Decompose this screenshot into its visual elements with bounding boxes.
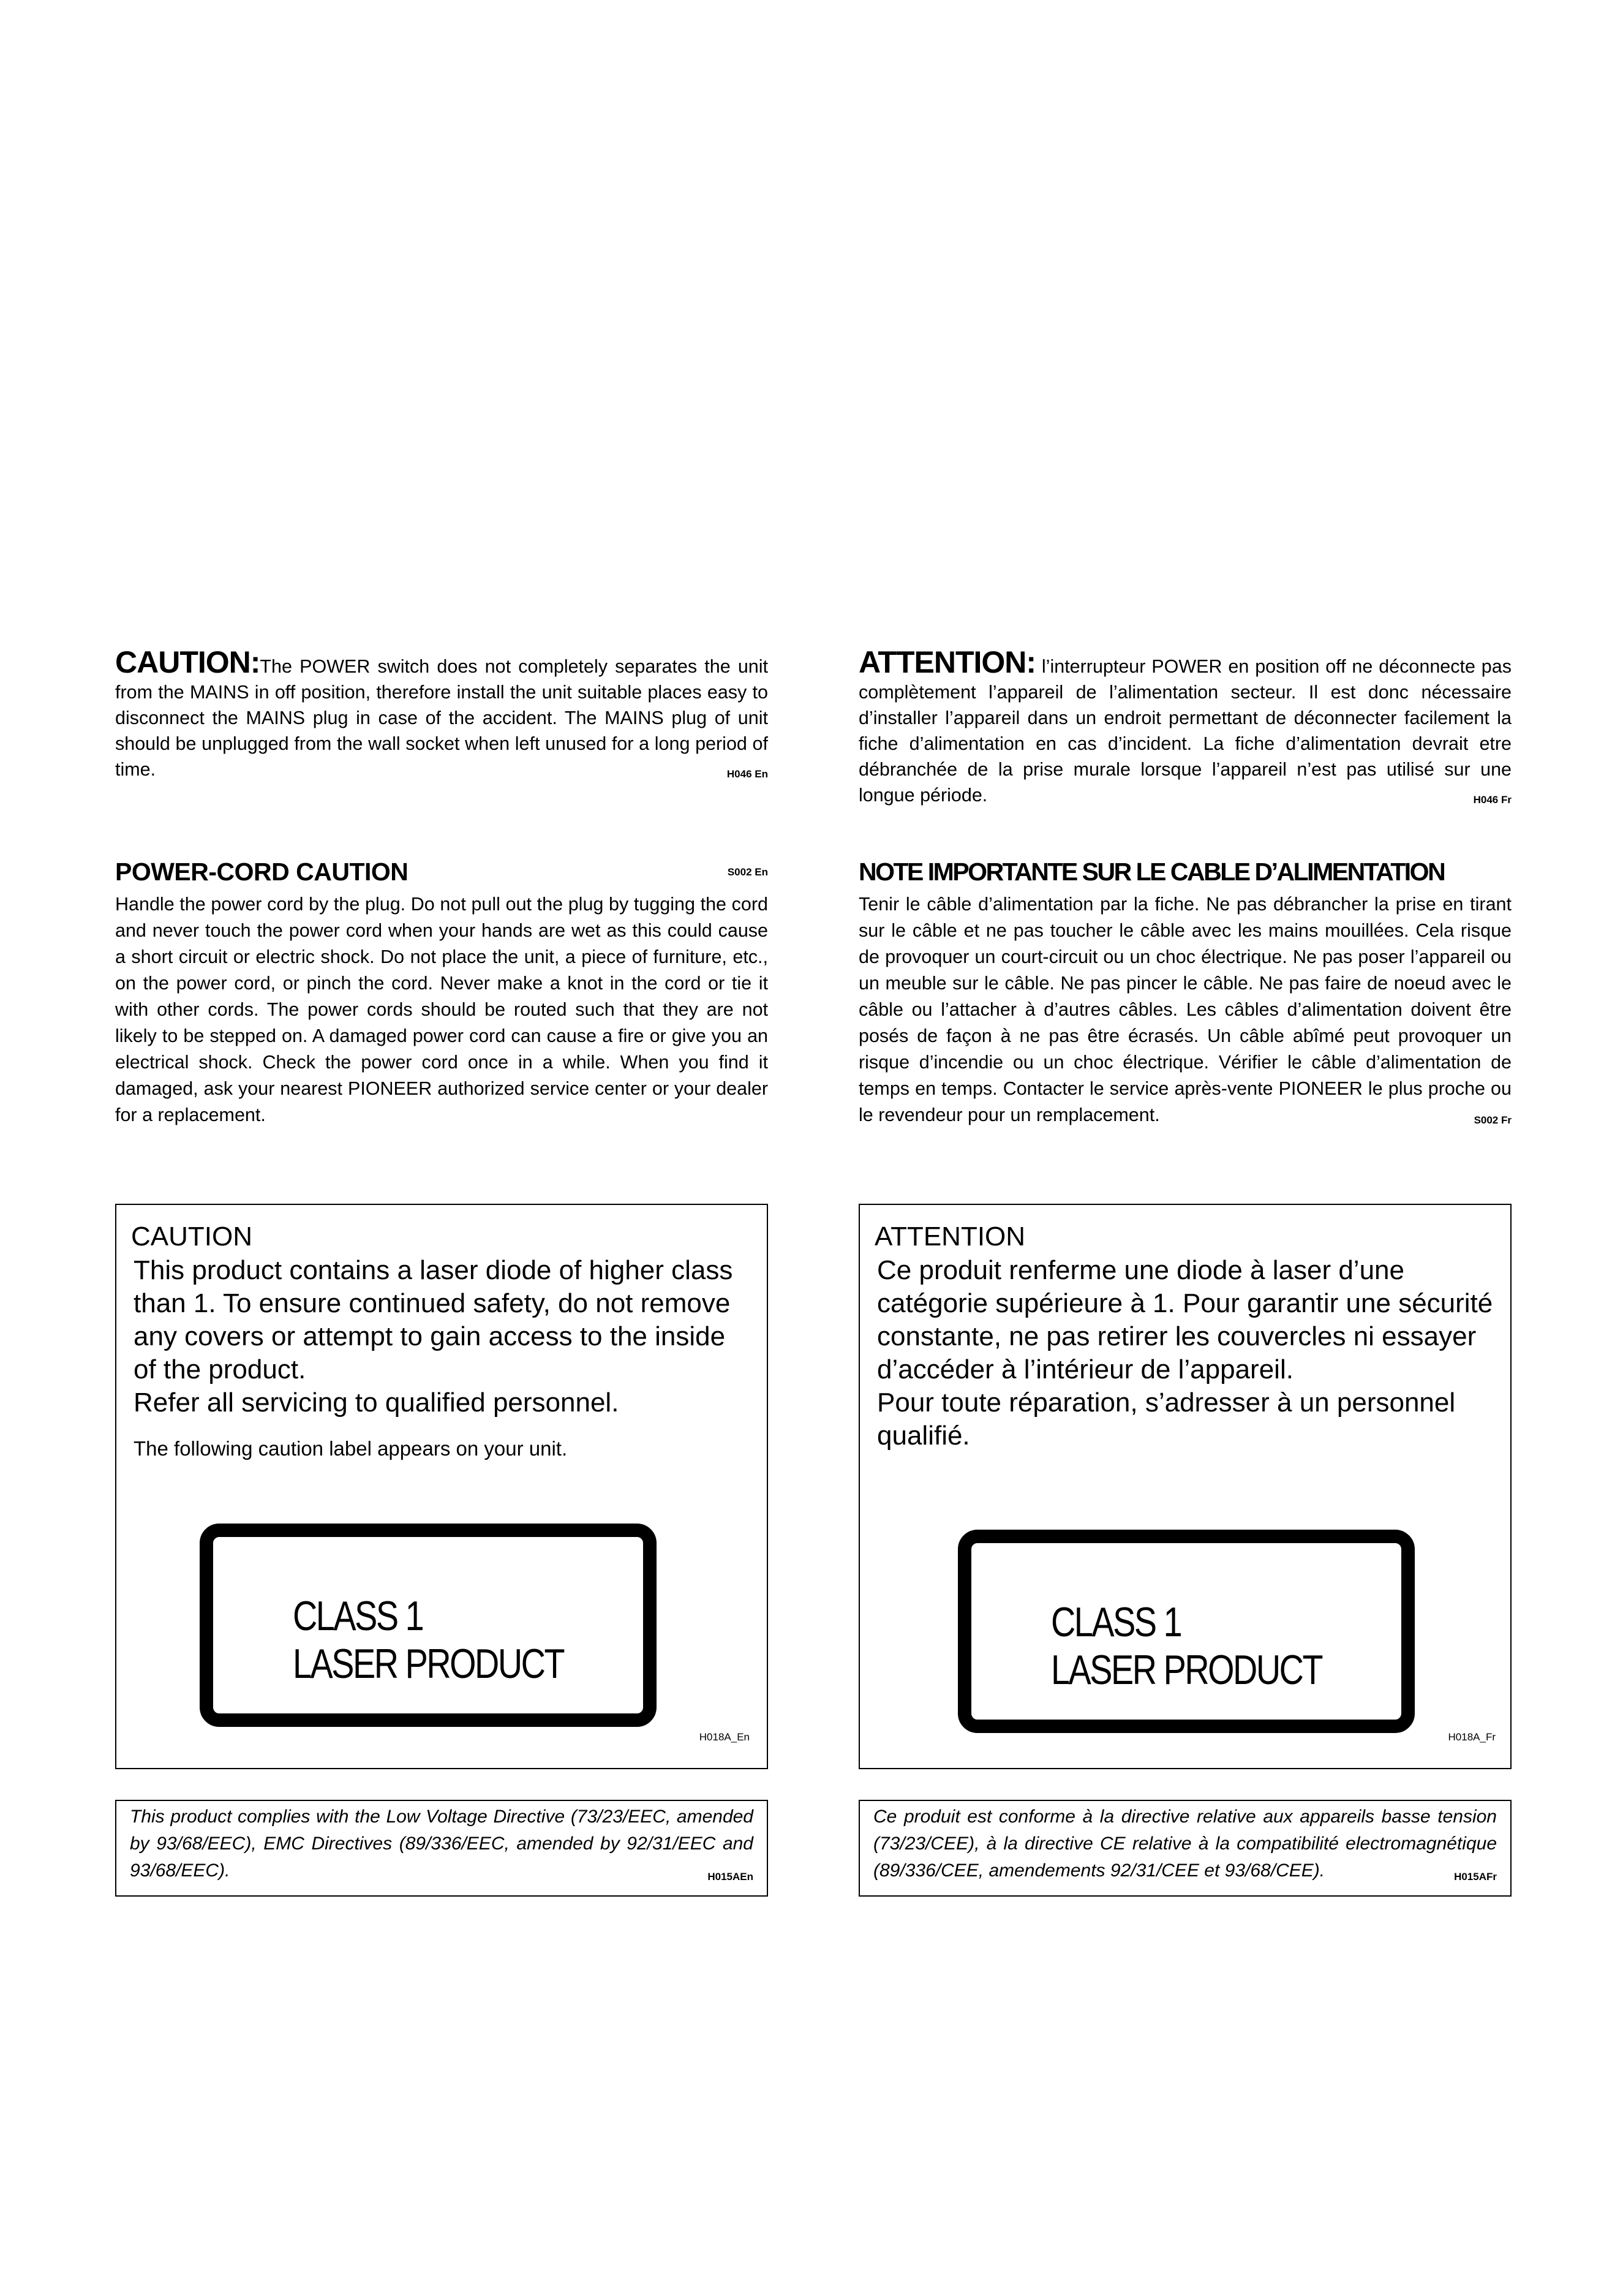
directive-code: H015AFr <box>1454 1871 1497 1882</box>
caution-lead: CAUTION: <box>115 645 260 679</box>
cable-heading-row <box>859 858 1512 894</box>
laser-box-body: This product contains a laser diode of higher class than 1. To ensure continued safety, do not remove any covers or attempt to gain access to the inside of the product. Refer all servicing to qualified personnel. <box>134 1255 733 1418</box>
cable-text-body: Tenir le câble d’alimentation par la fiche. Ne pas débrancher la prise en tirant sur le câble et ne pas toucher le câble avec les mains mouillées. Cela risque de provoquer un court-circuit ou un choc électrique. Ne pas poser l’appareil ou un meuble sur le câble. Ne pas pincer le câble. Ne pas faire de noeud avec le câble ou l’attacher à d’autres câbles. Les câbles d’alimentation doivent être posés de façon à ne pas être écrasés. Un câble abîmé peut provoquer un risque d’incendie ou un choc électrique. Vérifier le câble d’alimentation de temps en temps. Contacter le service après-vente PIONEER le plus proche ou le revendeur pour un remplacement. <box>859 894 1512 1125</box>
directive-box <box>859 1800 1512 1897</box>
directive-code: H015AEn <box>707 1871 753 1882</box>
laser-attention-box <box>859 1204 1512 1769</box>
attention-text: l’interrupteur POWER en position off ne déconnecte pas complètement l’appareil de l’alimentation secteur. Il est donc nécessaire d’installer l’appareil dans un endroit permettant de déconnecter facilement la fiche d’alimentation en cas d’incident. La fiche d’alimentation devrait etre débranchée de la prise murale lorsque l’appareil n’est pas utilisé sur une longue période. <box>859 656 1512 806</box>
directive-box <box>115 1800 768 1897</box>
attention-code: H046 Fr <box>1473 794 1512 806</box>
laser-caution-box <box>115 1204 768 1769</box>
laser-box-title: CAUTION <box>131 1222 252 1252</box>
class1-laser-label <box>200 1524 657 1727</box>
class1-laser-label <box>958 1530 1415 1733</box>
laser-box-note: The following caution label appears on your unit. <box>134 1437 568 1460</box>
laser-label-text: CLASS 1 LASER PRODUCT <box>293 1593 564 1687</box>
laser-label-code: H018A_Fr <box>1448 1731 1496 1743</box>
power-cord-heading-row <box>115 858 768 894</box>
power-switch-attention <box>859 645 1512 813</box>
cable-heading: NOTE IMPORTANTE SUR LE CABLE D’ALIMENTATION <box>859 858 1445 886</box>
caution-code: H046 En <box>726 768 768 780</box>
laser-label-text: CLASS 1 LASER PRODUCT <box>1051 1599 1322 1693</box>
laser-box-title: ATTENTION <box>875 1222 1026 1252</box>
caution-text: The POWER switch does not completely separates the unit from the MAINS in off position, therefore install the unit suitable places easy to disconnect the MAINS plug in case of the accident. The MAINS plug of unit should be unplugged from the wall socket when left unused for a long period of time. <box>115 656 768 780</box>
cable-code: S002 Fr <box>1474 1114 1512 1126</box>
cable-text <box>859 891 1512 1133</box>
power-cord-code: S002 En <box>727 866 768 878</box>
attention-lead: ATTENTION: <box>859 645 1036 679</box>
laser-box-body: Ce produit renferme une diode à laser d’une catégorie supérieure à 1. Pour garantir une sécurité constante, ne pas retirer les couvercles ni essayer d’accéder à l’intérieur de l’appareil. Pour toute réparation, s’adresser à un personnel qualifié. <box>877 1255 1493 1451</box>
power-cord-heading: POWER-CORD CAUTION <box>115 858 409 886</box>
directive-text: Ce produit est conforme à la directive relative aux appareils basse tension (73/23/CEE), à la directive CE relative à la compatibilité electromagnétique (89/336/CEE, amendements 92/31/CEE et 93/68/CEE). <box>873 1807 1497 1881</box>
power-cord-text: Handle the power cord by the plug. Do not pull out the plug by tugging the cord and never touch the power cord when your hands are wet as this could cause a short circuit or electric shock. Do not place the unit, a piece of furniture, etc., on the power cord, or pinch the cord. Never make a knot in the cord or tie it with other cords. The power cords should be routed such that they are not likely to be stepped on. A damaged power cord can cause a fire or give you an electrical shock. Check the power cord once in a while. When you find it damaged, ask your nearest PIONEER authorized service center or your dealer for a replacement. <box>115 894 768 1125</box>
power-switch-caution <box>115 645 768 787</box>
directive-text: This product complies with the Low Voltage Directive (73/23/EEC, amended by 93/68/EEC), EMC Directives (89/336/EEC, amended by 92/31/EEC and 93/68/EEC). <box>130 1807 753 1881</box>
laser-label-code: H018A_En <box>699 1731 750 1743</box>
